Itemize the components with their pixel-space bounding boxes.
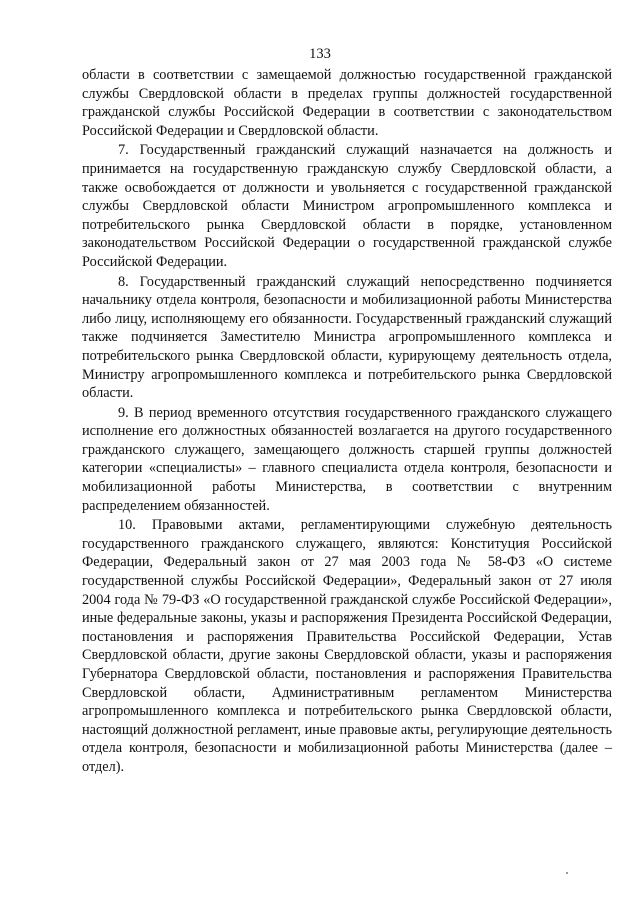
paragraph-item-7: 7. Государственный гражданский служащий назначается на должность и принимается на государственную гражданскую службу Свердловской области, а также освобождается от должности и увольняется с государственной гражданской службы Свердловской области Министром агропромышленного комплекса и потребительского рынка Свердловской области в порядке, установленном законодательством Российской Федерации о государственной гражданской службе Российской Федерации.: [82, 142, 612, 270]
paragraph-item-8: 8. Государственный гражданский служащий непосредственно подчиняется начальнику отдела контроля, безопасности и мобилизационной работы Министерства либо лицу, исполняющему его обязанности. Государственный гражданский служащий также подчиняется Заместителю Министра агропромышленного комплекса и потребительского рынка Свердловской области, курирующему деятельность отдела, Министру агропромышленного комплекса и потребительского рынка Свердловской области.: [82, 273, 612, 402]
paragraph-item-10: 10. Правовыми актами, регламентирующими служебную деятельность государственного гражданского служащего, являются: Конституция Российской Федерации, Федеральный закон от 27 мая 2003 года № 58-ФЗ «О системе государственной службы Российской Федерации», Федеральный закон от 27 июля 2004 года № 79-ФЗ «О государственной гражданской службе Российской Федерации», иные федеральные законы, указы и распоряжения Президента Российской Федерации, постановления и распоряжения Правительства Российской Федерации, Устав Свердловской области, другие законы Свердловской области, указы и распоряжения Губернатора Свердловской области, постановления и распоряжения Правительства Свердловской области, Административным регламентом Министерства агропромышленного комплекса и потребительского рынка Свердловской области, настоящий должностной регламент, иные правовые акты, регулирующие деятельность отдела контроля, безопасности и мобилизационной работы Министерства (далее – отдел).: [82, 517, 612, 775]
document-body: [82, 66, 612, 777]
page-number: 133: [309, 46, 331, 62]
paragraph-continuation: области в соответствии с замещаемой должностью государственной гражданской службы Свердловской области в пределах группы должностей государственной гражданской службы Российской Федерации в соответствии с законодательством Российской Федерации и Свердловской области.: [82, 67, 612, 139]
paragraph-item-9: 9. В период временного отсутствия государственного гражданского служащего исполнение его должностных обязанностей возлагается на другого государственного гражданского служащего, замещающего должность старшей группы должностей категории «специалисты» – главного специалиста отдела контроля, безопасности и мобилизационной работы Министерства, в соответствии с внутренним распределением обязанностей.: [82, 404, 612, 514]
scan-speck: [566, 872, 568, 874]
